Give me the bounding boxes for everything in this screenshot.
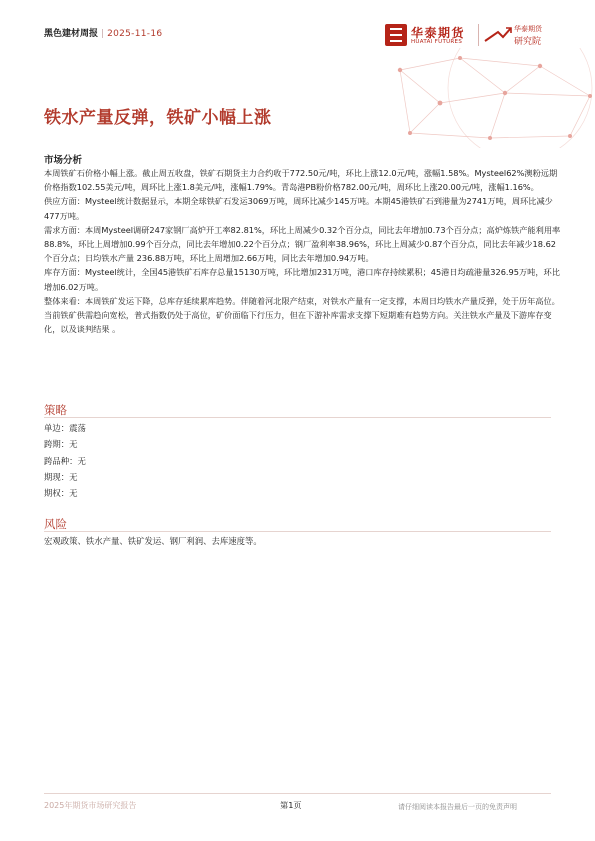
strategy-item-cross: 跨品种：无 (44, 455, 86, 466)
report-date: 2025-11-16 (107, 29, 163, 39)
logo-en-text: HUATAI FUTURES (411, 39, 463, 45)
strategy-item-spread: 跨期：无 (44, 439, 78, 450)
institute-name-line2: 研究院 (514, 37, 542, 47)
report-title: 铁水产量反弹，铁矿小幅上涨 (44, 108, 272, 128)
strategy-divider (44, 417, 551, 418)
footer-divider (44, 793, 551, 794)
risk-divider (44, 531, 551, 532)
huatai-futures-logo (385, 24, 477, 48)
strategy-heading: 策略 (44, 403, 67, 417)
report-header-label (44, 29, 162, 40)
footer-page-number: 第1页 (280, 800, 302, 810)
network-decoration (340, 48, 595, 148)
strategy-item-basis: 期现：无 (44, 471, 78, 482)
market-analysis-heading: 市场分析 (44, 155, 83, 166)
market-paragraph-supply: 供应方面：Mysteel统计数据显示，本期全球铁矿石发运3069万吨，周环比减少145万吨。本期45港铁矿石到港量为2741万吨，周环比减少477万吨。 (44, 196, 553, 221)
market-paragraph-price: 本周铁矿石价格小幅上涨。截止周五收盘，铁矿石期货主力合约收于772.50元/吨，环比上涨12.0元/吨，涨幅1.58%。Mysteel62%澳粉远期价格指数102.55美元/吨，周环比上涨1.8美元/吨，涨幅1.79%。青岛港PB粉价格782.00元/吨，周环比上涨20.00元/吨，涨幅1.16%。 (44, 168, 558, 193)
footer-report-series: 2025年期货市场研究报告 (44, 801, 137, 810)
research-institute-logo (484, 22, 556, 48)
institute-name-line1: 华泰期货 (514, 25, 542, 33)
strategy-list (44, 420, 86, 501)
page-header (0, 0, 595, 50)
footer-disclaimer-note: 请仔细阅读本报告最后一页的免责声明 (398, 803, 517, 811)
market-paragraph-summary: 整体来看：本周铁矿发运下降，总库存延续累库趋势。伴随着河北限产结束，对铁水产量有一定支撑，本周日均铁水产量反弹，处于历年高位。当前铁矿供需趋向宽松，普式指数仍处于高位，矿价面临下行压力，但在下游补库需求支撑下短期难有趋势方向。关注铁水产量及下游库存变化，以及谈判结果 。 (44, 295, 560, 335)
huatai-logo-mark-icon (385, 24, 407, 46)
logo-divider (478, 24, 479, 46)
risk-heading: 风险 (44, 517, 67, 531)
header-separator: | (101, 29, 105, 39)
strategy-item-options: 期权：无 (44, 488, 78, 499)
market-paragraph-demand: 需求方面：本周Mysteel调研247家钢厂高炉开工率82.81%，环比上周减少0.32个百分点，同比去年增加0.73个百分点；高炉炼铁产能利用率88.8%，环比上周增加0.99个百分点，同比去年增加0.22个百分点；钢厂盈利率38.96%，环比上周减少0.87个百分点，同比去年减少18.62个百分点；日均铁水产量 236.88万吨，环比上周增加2.66万吨，同比去年增加0.94万吨。 (44, 224, 561, 264)
report-name: 黑色建材周报 (44, 29, 99, 39)
strategy-item-single: 单边：震荡 (44, 423, 86, 433)
logo-cn-text: 华泰期货 (411, 26, 466, 40)
institute-arrow-icon (484, 26, 512, 44)
risk-text: 宏观政策、铁水产量、铁矿发运、钢厂利润、去库速度等。 (44, 536, 262, 546)
market-analysis-body (44, 166, 564, 336)
market-paragraph-inventory: 库存方面：Mysteel统计，全国45港铁矿石库存总量15130万吨，环比增加231万吨，港口库存持续累积；45港日均疏港量326.95万吨，环比增加6.02万吨。 (44, 267, 560, 292)
